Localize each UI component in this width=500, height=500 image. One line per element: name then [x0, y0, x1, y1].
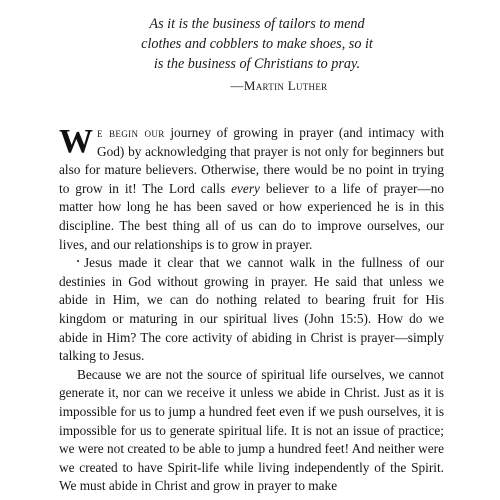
stray-ink-mark	[77, 260, 79, 262]
chapter-body	[59, 124, 444, 496]
paragraph-text: Jesus made it clear that we cannot walk in the fullness of our destinies in God without growing in prayer. He said that unless we abide in Him, we can do nothing related to bearing fruit for His kingdom or maturing in our spiritual lives (John 15:5). How do we abide in Him? The core activity of abiding in Christ is prayer—simply talking to Jesus.	[59, 255, 444, 364]
epigraph-line: clothes and cobblers to make shoes, so it	[141, 36, 373, 52]
epigraph-line: is the business of Christians to pray.	[153, 56, 361, 72]
paragraph-2	[59, 254, 444, 366]
lead-in-small-caps: e begin our	[97, 125, 165, 140]
epigraph-line: As it is the business of tailors to mend	[149, 16, 365, 32]
paragraph-3	[59, 366, 444, 496]
paragraph-text: believer to a life of prayer—no matter how long he has been saved or how experienced he is in this discipline. The best thing all of us can do to improve ourselves, our lives, and our relationships is to grow in prayer.	[59, 180, 444, 252]
drop-cap: W	[59, 123, 93, 160]
epigraph-quote	[128, 14, 386, 74]
paragraph-text: Because we are not the source of spiritual life ourselves, we cannot generate it, nor can we receive it unless we abide in Christ. Just as it is impossible for us to jump a hundred feet even if we push ourselves, it is impossible for us to generate spiritual life. It is not an issue of practice; we were not created to be able to jump a hundred feet! And neither were we created to have Spirit-life while living independently of the Spirit. We must abide in Christ and grow in prayer to make	[59, 366, 444, 494]
emphasis-word: every	[231, 180, 260, 196]
paragraph-1	[59, 124, 444, 254]
paragraph-text: journey of growing in prayer (and intimacy with God) by acknowledging that prayer is not only for beginners but also for mature believers. Otherwise, there would be no point in trying to grow in it! The Lord calls	[59, 125, 445, 196]
epigraph-attribution: —Martin Luther	[230, 78, 328, 93]
